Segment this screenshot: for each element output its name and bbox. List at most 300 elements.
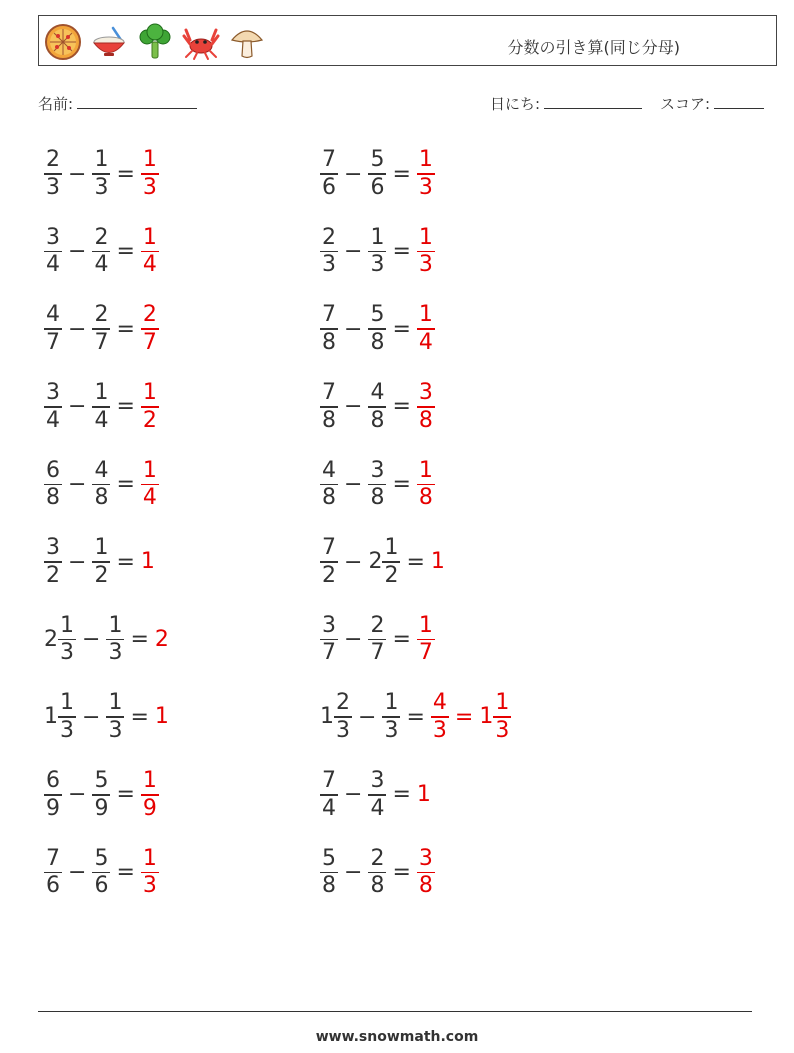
answer-numerator: 1 <box>142 845 157 871</box>
answer-numerator: 1 <box>418 302 433 328</box>
answer-fraction <box>141 302 159 356</box>
subtrahend-numerator: 5 <box>94 768 109 794</box>
score-label: スコア: <box>660 95 711 113</box>
minuend <box>44 302 62 356</box>
footer-url: www.snowmath.com <box>315 1029 479 1045</box>
equals-sign: = <box>130 627 149 653</box>
minuend-denominator: 6 <box>322 174 336 200</box>
answer-denominator: 3 <box>418 252 433 278</box>
answer-numerator: 3 <box>418 380 433 406</box>
answer-fraction <box>417 380 435 434</box>
minuend-numerator: 7 <box>322 302 336 328</box>
answer-numerator: 4 <box>432 690 447 716</box>
minuend <box>44 535 62 589</box>
answer-denominator: 4 <box>142 485 157 511</box>
subtrahend-fraction <box>368 846 386 900</box>
minuend-numerator: 6 <box>46 768 60 794</box>
minus-sign: − <box>68 549 87 575</box>
minuend-fraction <box>320 846 338 900</box>
answer <box>417 846 435 900</box>
equals-sign: = <box>116 859 135 885</box>
subtrahend-numerator: 3 <box>370 768 385 794</box>
minuend-whole: 1 <box>44 704 58 730</box>
problem-row <box>320 529 445 595</box>
minuend-numerator: 1 <box>60 690 74 716</box>
minus-sign: − <box>358 704 377 730</box>
minuend-fraction <box>320 225 338 279</box>
subtrahend <box>92 380 110 434</box>
answer <box>431 551 445 573</box>
minus-sign: − <box>344 161 363 187</box>
subtrahend <box>368 380 386 434</box>
answer <box>416 781 431 807</box>
subtrahend-denominator: 3 <box>384 717 399 743</box>
problem-row <box>44 684 169 750</box>
answer <box>141 380 159 434</box>
equals-sign: = <box>116 161 135 187</box>
minuend-fraction <box>44 302 62 356</box>
pizza-icon <box>43 22 83 62</box>
subtrahend <box>92 302 110 356</box>
minuend <box>320 458 338 512</box>
subtrahend-fraction <box>92 147 110 201</box>
minuend-fraction <box>320 768 338 822</box>
subtrahend-fraction <box>382 535 400 589</box>
minuend-numerator: 3 <box>46 535 60 561</box>
answer-denominator: 3 <box>418 174 433 200</box>
minuend-fraction <box>320 147 338 201</box>
minus-sign: − <box>82 627 101 653</box>
answer <box>141 768 159 822</box>
rice-bowl-icon <box>89 22 129 62</box>
subtrahend-denominator: 4 <box>94 252 109 278</box>
minuend-fraction <box>44 380 62 434</box>
subtrahend-fraction <box>368 458 386 512</box>
subtrahend-fraction <box>92 768 110 822</box>
answer-fraction <box>141 846 159 900</box>
equals-sign: = <box>116 549 135 575</box>
subtrahend-denominator: 2 <box>94 562 109 588</box>
subtrahend <box>368 225 386 279</box>
answer-whole: 2 <box>154 626 169 652</box>
minuend <box>320 380 338 434</box>
subtrahend-whole: 2 <box>368 549 383 574</box>
subtrahend <box>92 458 110 512</box>
subtrahend-fraction <box>92 225 110 279</box>
date-blank[interactable] <box>544 94 642 109</box>
answer-numerator: 1 <box>142 224 157 250</box>
minuend-numerator: 3 <box>46 380 60 406</box>
answer-equals-sign: = <box>454 704 474 730</box>
answer-denominator: 2 <box>142 407 157 433</box>
minuend-denominator: 2 <box>46 562 60 588</box>
answer-whole: 1 <box>416 781 431 807</box>
subtrahend-numerator: 1 <box>94 380 109 406</box>
answer-numerator: 1 <box>142 380 157 406</box>
minuend-denominator: 4 <box>322 795 336 821</box>
date-field <box>490 93 642 114</box>
minuend-denominator: 3 <box>60 717 74 743</box>
subtrahend <box>382 690 400 744</box>
subtrahend-numerator: 3 <box>370 457 385 483</box>
mushroom-icon <box>227 22 267 62</box>
minuend-numerator: 4 <box>322 457 336 483</box>
answer-whole: 1 <box>479 704 494 730</box>
equals-sign: = <box>392 782 411 808</box>
subtrahend-denominator: 3 <box>94 174 109 200</box>
score-blank[interactable] <box>714 94 764 109</box>
answer-numerator: 1 <box>418 612 433 638</box>
minuend-denominator: 4 <box>46 407 60 433</box>
equals-sign: = <box>392 161 411 187</box>
name-label: 名前: <box>38 95 74 113</box>
name-field <box>38 93 197 114</box>
answer-whole: 1 <box>140 549 155 574</box>
problem-row <box>320 141 435 207</box>
minuend-numerator: 6 <box>46 457 60 483</box>
subtrahend-fraction <box>92 535 110 589</box>
subtrahend-denominator: 3 <box>108 640 123 666</box>
footer-divider <box>38 1011 752 1012</box>
answer-denominator: 3 <box>142 174 157 200</box>
subtrahend-numerator: 2 <box>370 612 385 638</box>
answer-fraction <box>141 458 159 512</box>
minuend-denominator: 8 <box>322 485 336 511</box>
answer <box>141 551 155 573</box>
answer-denominator: 8 <box>418 873 433 899</box>
subtrahend-denominator: 6 <box>94 873 109 899</box>
subtrahend-denominator: 8 <box>94 485 109 511</box>
subtrahend-denominator: 2 <box>384 562 399 588</box>
broccoli-icon <box>135 22 175 62</box>
minuend <box>44 768 62 822</box>
answer-fraction <box>141 147 159 201</box>
minuend-fraction <box>320 302 338 356</box>
subtrahend <box>106 613 124 667</box>
minuend-denominator: 3 <box>322 252 336 278</box>
problem-row <box>320 839 435 905</box>
answer <box>141 846 159 900</box>
minus-sign: − <box>344 316 363 342</box>
problem-row <box>44 141 159 207</box>
answer-numerator: 1 <box>418 224 433 250</box>
minus-sign: − <box>82 704 101 730</box>
score-field <box>660 93 764 114</box>
minuend-numerator: 2 <box>322 224 336 250</box>
answer <box>155 706 169 728</box>
problem-row <box>44 529 155 595</box>
problem-row <box>320 219 435 285</box>
equals-sign: = <box>130 704 149 730</box>
answer-fraction <box>141 380 159 434</box>
minuend-numerator: 2 <box>336 690 350 716</box>
answer-fraction <box>417 458 435 512</box>
answer-numerator: 1 <box>418 147 433 173</box>
minuend-denominator: 7 <box>46 329 60 355</box>
equals-sign: = <box>392 471 411 497</box>
answer <box>141 458 159 512</box>
minuend-denominator: 3 <box>336 717 350 743</box>
answer-denominator: 3 <box>142 873 157 899</box>
minuend-denominator: 8 <box>322 407 336 433</box>
subtrahend-denominator: 9 <box>94 795 109 821</box>
minuend <box>320 768 338 822</box>
subtrahend-denominator: 8 <box>370 873 385 899</box>
subtrahend-denominator: 3 <box>370 252 385 278</box>
answer <box>141 225 159 279</box>
subtrahend <box>368 613 386 667</box>
minuend <box>44 225 62 279</box>
answer <box>431 690 449 744</box>
answer-fraction <box>431 690 449 744</box>
equals-sign: = <box>392 394 411 420</box>
subtrahend-fraction <box>92 846 110 900</box>
equals-sign: = <box>392 859 411 885</box>
name-blank[interactable] <box>77 94 197 109</box>
subtrahend-denominator: 8 <box>370 329 385 355</box>
subtrahend-denominator: 7 <box>370 640 385 666</box>
answer-numerator: 1 <box>142 147 157 173</box>
minus-sign: − <box>68 859 87 885</box>
subtrahend-fraction <box>92 458 110 512</box>
minuend-denominator: 2 <box>322 562 336 588</box>
answer-denominator: 4 <box>142 252 157 278</box>
subtrahend-numerator: 4 <box>370 380 385 406</box>
answer <box>417 458 435 512</box>
minuend-numerator: 7 <box>322 768 336 794</box>
minuend <box>320 846 338 900</box>
answer-fraction <box>141 768 159 822</box>
answer <box>417 147 435 201</box>
answer <box>417 613 435 667</box>
subtrahend-numerator: 1 <box>384 690 399 716</box>
minus-sign: − <box>344 394 363 420</box>
subtrahend-denominator: 8 <box>370 485 385 511</box>
minuend <box>44 846 62 900</box>
minuend-denominator: 8 <box>322 329 336 355</box>
minuend-fraction <box>44 535 62 589</box>
answer-fraction <box>417 613 435 667</box>
minus-sign: − <box>68 239 87 265</box>
minuend <box>320 690 352 744</box>
minuend-denominator: 4 <box>46 252 60 278</box>
problem-row <box>44 451 159 517</box>
minuend <box>44 458 62 512</box>
minus-sign: − <box>68 161 87 187</box>
equals-sign: = <box>406 549 425 575</box>
answer-numerator: 2 <box>142 302 157 328</box>
minuend-numerator: 7 <box>46 845 60 871</box>
answer <box>417 380 435 434</box>
minus-sign: − <box>344 549 363 575</box>
answer-denominator: 9 <box>142 795 157 821</box>
answer-numerator: 1 <box>495 690 510 716</box>
problem-row <box>44 839 159 905</box>
subtrahend-numerator: 1 <box>108 690 123 716</box>
subtrahend-fraction <box>368 613 386 667</box>
subtrahend <box>92 768 110 822</box>
subtrahend-numerator: 2 <box>94 302 109 328</box>
answer-fraction <box>141 225 159 279</box>
minuend-fraction <box>320 458 338 512</box>
answer <box>141 147 159 201</box>
minus-sign: − <box>344 239 363 265</box>
minuend-numerator: 7 <box>322 380 336 406</box>
minuend-numerator: 5 <box>322 845 336 871</box>
answer <box>141 302 159 356</box>
equals-sign: = <box>116 316 135 342</box>
problem-row <box>320 607 435 673</box>
minus-sign: − <box>68 782 87 808</box>
crab-icon <box>181 22 221 62</box>
subtrahend-fraction <box>106 613 124 667</box>
minuend-numerator: 2 <box>46 147 60 173</box>
answer-denominator: 8 <box>418 407 433 433</box>
subtrahend <box>368 302 386 356</box>
equals-sign: = <box>406 704 425 730</box>
equals-sign: = <box>116 239 135 265</box>
subtrahend <box>106 690 124 744</box>
minuend-denominator: 3 <box>60 640 74 666</box>
answer-whole: 1 <box>430 549 445 574</box>
date-label: 日にち: <box>490 95 541 113</box>
minuend <box>44 613 76 667</box>
minus-sign: − <box>344 859 363 885</box>
subtrahend-denominator: 8 <box>370 407 385 433</box>
problem-row <box>44 607 169 673</box>
problem-row <box>44 374 159 440</box>
problem-row <box>44 219 159 285</box>
subtrahend-fraction <box>368 768 386 822</box>
answer-denominator: 3 <box>495 717 510 743</box>
subtrahend-numerator: 1 <box>384 535 399 561</box>
subtrahend-fraction <box>92 380 110 434</box>
answer-fraction <box>417 846 435 900</box>
minuend <box>44 690 76 744</box>
subtrahend <box>368 768 386 822</box>
minus-sign: − <box>68 394 87 420</box>
subtrahend-denominator: 6 <box>370 174 385 200</box>
answer-fraction <box>417 225 435 279</box>
worksheet-title: 分数の引き算(同じ分母) <box>507 38 680 57</box>
subtrahend <box>92 846 110 900</box>
subtrahend <box>368 458 386 512</box>
subtrahend-numerator: 4 <box>94 457 109 483</box>
minuend <box>320 225 338 279</box>
subtrahend-fraction <box>368 147 386 201</box>
minuend-fraction <box>320 380 338 434</box>
minuend-numerator: 1 <box>60 612 74 638</box>
minuend <box>44 380 62 434</box>
minuend-fraction <box>44 147 62 201</box>
subtrahend-numerator: 5 <box>94 845 109 871</box>
subtrahend <box>368 846 386 900</box>
subtrahend <box>368 147 386 201</box>
minuend-fraction <box>44 846 62 900</box>
minuend-fraction <box>334 690 352 744</box>
answer-fraction <box>417 147 435 201</box>
answer-numerator: 1 <box>142 457 157 483</box>
answer-denominator: 7 <box>142 329 157 355</box>
minus-sign: − <box>68 471 87 497</box>
minuend-denominator: 3 <box>46 174 60 200</box>
minuend-fraction <box>44 225 62 279</box>
minuend <box>320 302 338 356</box>
subtrahend-fraction <box>368 302 386 356</box>
minuend-denominator: 9 <box>46 795 60 821</box>
subtrahend-numerator: 2 <box>94 224 109 250</box>
answer-numerator: 1 <box>418 457 433 483</box>
answer <box>417 225 435 279</box>
subtrahend <box>368 535 400 589</box>
minus-sign: − <box>344 471 363 497</box>
minuend <box>320 535 338 589</box>
minuend-denominator: 7 <box>322 640 336 666</box>
subtrahend-denominator: 7 <box>94 329 109 355</box>
equals-sign: = <box>392 239 411 265</box>
minuend <box>320 147 338 201</box>
answer-denominator: 7 <box>418 640 433 666</box>
problem-row <box>320 451 435 517</box>
problem-row <box>320 684 511 750</box>
answer <box>154 626 169 652</box>
minuend-fraction <box>44 768 62 822</box>
subtrahend-fraction <box>106 690 124 744</box>
minuend-fraction <box>44 458 62 512</box>
subtrahend-numerator: 1 <box>94 147 109 173</box>
subtrahend-fraction <box>92 302 110 356</box>
problem-row <box>320 296 435 362</box>
worksheet-header <box>38 15 777 66</box>
answer-fraction <box>493 690 511 744</box>
minuend-numerator: 3 <box>322 612 336 638</box>
minuend-denominator: 8 <box>322 873 336 899</box>
problem-row <box>44 296 159 362</box>
minus-sign: − <box>344 627 363 653</box>
subtrahend-numerator: 2 <box>370 845 385 871</box>
minuend <box>320 613 338 667</box>
minuend <box>44 147 62 201</box>
subtrahend-numerator: 5 <box>370 147 385 173</box>
answer-numerator: 3 <box>418 845 433 871</box>
subtrahend-numerator: 1 <box>108 612 123 638</box>
minus-sign: − <box>344 782 363 808</box>
problem-row <box>320 762 431 828</box>
header-icons <box>43 22 267 62</box>
subtrahend <box>92 225 110 279</box>
minuend-numerator: 7 <box>322 535 336 561</box>
minuend-fraction <box>58 690 76 744</box>
minuend-whole: 1 <box>320 704 334 730</box>
minuend-denominator: 8 <box>46 485 60 511</box>
equals-sign: = <box>392 316 411 342</box>
subtrahend-denominator: 3 <box>108 717 123 743</box>
minus-sign: − <box>68 316 87 342</box>
answer <box>417 302 435 356</box>
subtrahend-denominator: 4 <box>370 795 385 821</box>
problem-row <box>320 374 435 440</box>
subtrahend <box>92 147 110 201</box>
minuend-fraction <box>320 613 338 667</box>
subtrahend-numerator: 1 <box>94 535 109 561</box>
answer-whole: 1 <box>154 704 169 730</box>
subtrahend <box>92 535 110 589</box>
minuend-numerator: 7 <box>322 147 336 173</box>
minuend-numerator: 3 <box>46 224 60 250</box>
minuend-whole: 2 <box>44 626 58 652</box>
answer-fraction <box>417 302 435 356</box>
subtrahend-fraction <box>368 380 386 434</box>
